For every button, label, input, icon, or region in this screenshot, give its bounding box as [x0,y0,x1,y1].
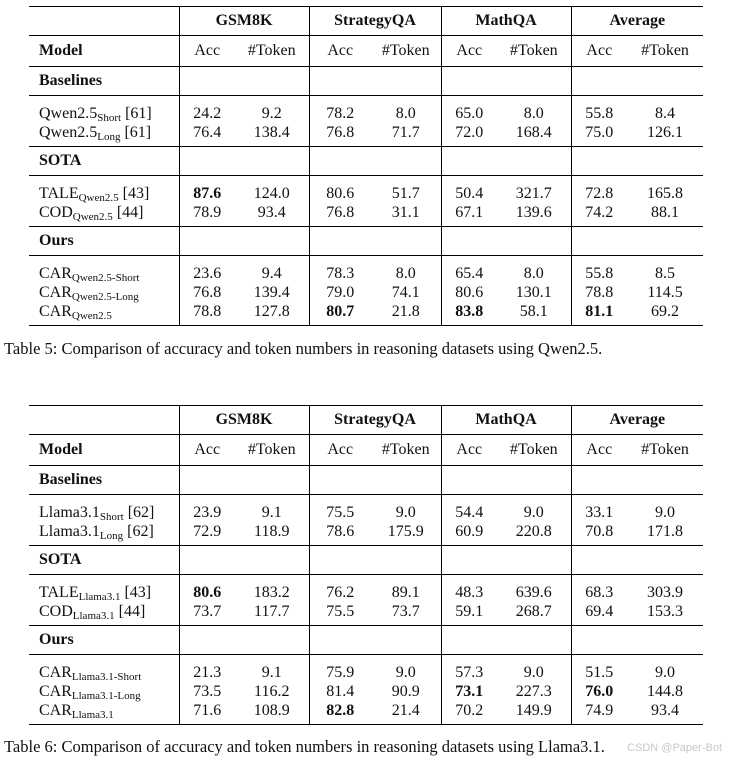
table-5-caption: Table 5: Comparison of accuracy and token numbers in reasoning datasets using Qwen2.5. [4,339,603,358]
value-cell: 72.8 [571,176,627,204]
value-cell: 75.5 [309,495,371,523]
section-spacer [627,227,703,256]
value-cell: 78.9 [179,203,235,227]
value-cell: 90.9 [391,682,420,700]
model-name-cell [29,176,179,204]
value-cell: 21.3 [179,655,235,683]
model-name-cell [29,682,179,701]
value-cell: 24.2 [179,96,235,124]
section-spacer [627,147,703,176]
section-spacer [235,147,309,176]
value-cell: 9.0 [371,655,441,683]
value-cell: 73.7 [179,602,235,626]
value-cell: 48.3 [441,575,497,603]
section-spacer [371,546,441,575]
model-ref: [61] [121,104,152,122]
section-spacer [235,227,309,256]
section-spacer [627,466,703,495]
section-spacer [497,546,571,575]
value-cell: 21.4 [371,701,441,725]
value-cell: 79.0 [309,283,371,302]
section-row-sota [29,546,703,575]
section-spacer [571,466,627,495]
value-cell: 68.3 [571,575,627,603]
section-spacer [179,67,235,96]
value-cell: 127.8 [235,302,309,326]
value-cell: 9.0 [627,655,703,683]
section-spacer [309,546,371,575]
value-cell: 72.0 [441,123,497,147]
model-ref: [43] [120,583,152,601]
value-cell: 89.1 [371,575,441,603]
value-cell: 78.2 [309,96,371,124]
value-cell: 76.4 [179,123,235,147]
value-cell: 51.5 [571,655,627,683]
model-name: CAR [39,302,72,320]
value-cell: 80.7 [309,302,371,326]
value-cell: 76.8 [309,123,371,147]
model-header: Model [29,36,179,67]
value-cell: 87.6 [179,176,235,204]
group-header-gsm8k: GSM8K [179,406,309,435]
value-cell: 124.0 [235,176,309,204]
acc-header: Acc [309,36,371,67]
value-cell: 9.2 [235,96,309,124]
model-name-cell [29,283,179,302]
token-header: #Token [371,36,441,67]
value-cell: 9.0 [371,495,441,523]
header-blank [29,406,179,435]
token-header: #Token [235,435,309,466]
value-cell: 9.0 [497,495,571,523]
section-row-baselines [29,466,703,495]
value-cell: 227.3 [515,682,552,700]
subheader-row [29,36,703,67]
value-cell: 303.9 [627,575,703,603]
value-cell: 149.9 [497,701,571,725]
section-spacer [179,147,235,176]
model-name: Qwen2.5 [39,104,98,122]
section-spacer [441,626,497,655]
value-cell: 82.8 [309,701,371,725]
value-cell: 74.9 [571,701,627,725]
token-header: #Token [627,36,703,67]
model-ref: [44] [112,203,144,221]
value-cell: 21.8 [371,302,441,326]
acc-header: Acc [441,36,497,67]
value-cell: 153.3 [647,602,684,620]
model-name: TALE [39,583,79,601]
group-header-average: Average [571,406,703,435]
group-header-row [29,7,703,36]
table-row [29,701,703,725]
value-cell: 165.8 [627,176,703,204]
section-row-sota [29,147,703,176]
section-title: Ours [29,626,179,655]
model-name: TALE [39,184,79,202]
model-subscript: Llama3.1-Short [71,670,142,683]
model-name-cell [29,575,179,603]
acc-header: Acc [179,435,235,466]
table-row [29,655,703,683]
model-name: Llama3.1 [39,503,100,521]
section-spacer [627,626,703,655]
value-cell: 114.5 [647,283,683,301]
model-subscript: Qwen2.5-Long [71,290,139,303]
model-name: CAR [39,682,72,700]
model-name-cell [29,701,179,725]
value-cell: 78.6 [309,522,371,546]
model-name: CAR [39,264,72,282]
section-spacer [441,546,497,575]
table-row [29,575,703,603]
model-name-cell [29,655,179,683]
value-cell: 70.2 [441,701,497,725]
value-cell: 8.5 [627,256,703,284]
section-spacer [179,626,235,655]
value-cell: 71.6 [179,701,235,725]
value-cell: 139.6 [515,203,552,221]
model-ref: [62] [123,522,154,540]
value-cell: 51.7 [371,176,441,204]
value-cell: 50.4 [441,176,497,204]
value-cell: 76.2 [309,575,371,603]
value-cell: 33.1 [571,495,627,523]
section-spacer [571,227,627,256]
subheader-row [29,435,703,466]
value-cell: 76.8 [309,203,371,227]
section-title: Baselines [29,466,179,495]
value-cell: 55.8 [571,256,627,284]
value-cell: 81.1 [571,302,627,326]
model-name: CAR [39,283,72,301]
acc-header: Acc [441,435,497,466]
model-subscript: Llama3.1 [72,609,115,622]
model-name: Qwen2.5 [39,123,98,141]
section-spacer [179,466,235,495]
table-row [29,123,703,147]
model-subscript: Short [97,111,122,124]
acc-header: Acc [571,435,627,466]
section-spacer [441,147,497,176]
value-cell: 8.0 [371,96,441,124]
model-name-cell [29,495,179,523]
section-spacer [309,466,371,495]
section-spacer [371,147,441,176]
model-subscript: Llama3.1-Long [71,689,141,702]
model-name-cell [29,123,179,147]
token-header: #Token [627,435,703,466]
section-spacer [497,147,571,176]
value-cell: 81.4 [309,682,371,701]
value-cell: 72.9 [179,522,235,546]
value-cell: 9.0 [627,495,703,523]
value-cell: 23.9 [179,495,235,523]
table-6-caption: Table 6: Comparison of accuracy and token numbers in reasoning datasets using Llama3.1. [4,737,605,756]
value-cell: 74.1 [391,283,420,301]
model-subscript: Long [99,529,124,542]
section-spacer [571,546,627,575]
value-cell: 73.1 [441,682,497,701]
value-cell: 8.0 [497,256,571,284]
section-spacer [627,67,703,96]
section-spacer [309,626,371,655]
section-spacer [235,626,309,655]
model-name-cell [29,256,179,284]
value-cell: 9.1 [235,495,309,523]
group-header-gsm8k: GSM8K [179,7,309,36]
value-cell: 74.2 [571,203,627,227]
value-cell: 168.4 [515,123,552,141]
value-cell: 116.2 [254,682,290,700]
acc-header: Acc [179,36,235,67]
section-title: SOTA [29,147,179,176]
group-header-strategyqa: StrategyQA [309,7,441,36]
value-cell: 23.6 [179,256,235,284]
table-row [29,256,703,284]
section-spacer [235,546,309,575]
value-cell: 78.8 [179,302,235,326]
section-spacer [371,466,441,495]
section-spacer [179,227,235,256]
value-cell: 8.0 [371,256,441,284]
value-cell: 69.2 [627,302,703,326]
token-header: #Token [497,435,571,466]
value-cell: 57.3 [441,655,497,683]
table-row [29,283,703,302]
section-row-baselines [29,67,703,96]
value-cell: 71.7 [391,123,420,141]
value-cell: 268.7 [515,602,552,620]
value-cell: 65.0 [441,96,497,124]
value-cell: 108.9 [235,701,309,725]
value-cell: 65.4 [441,256,497,284]
section-row-ours [29,626,703,655]
section-spacer [571,67,627,96]
model-name: COD [39,203,73,221]
model-ref: [62] [123,503,155,521]
model-subscript: Short [99,510,124,523]
value-cell: 80.6 [441,283,497,302]
value-cell: 83.8 [441,302,497,326]
token-header: #Token [235,36,309,67]
group-header-average: Average [571,7,703,36]
section-spacer [179,546,235,575]
model-ref: [43] [118,184,150,202]
section-spacer [441,67,497,96]
value-cell: 8.4 [627,96,703,124]
section-title: Ours [29,227,179,256]
section-spacer [309,227,371,256]
value-cell: 31.1 [391,203,420,221]
section-title: Baselines [29,67,179,96]
section-spacer [497,466,571,495]
value-cell: 93.4 [627,701,703,725]
value-cell: 130.1 [515,283,552,301]
value-cell: 117.7 [254,602,290,620]
model-name-cell [29,203,179,227]
group-header-mathqa: MathQA [441,406,571,435]
section-title: SOTA [29,546,179,575]
value-cell: 78.8 [571,283,627,302]
value-cell: 54.4 [441,495,497,523]
value-cell: 175.9 [387,522,424,540]
table-row [29,522,703,546]
section-spacer [371,67,441,96]
section-spacer [441,227,497,256]
model-subscript: Long [97,130,121,143]
watermark: CSDN @Paper-Bot [627,742,722,754]
table-5-grid [29,6,703,326]
table-row [29,682,703,701]
table-5 [29,6,703,326]
section-spacer [371,626,441,655]
value-cell: 139.4 [253,283,290,301]
value-cell: 55.8 [571,96,627,124]
table-6 [29,405,703,725]
section-spacer [571,147,627,176]
value-cell: 76.8 [179,283,235,302]
header-blank [29,7,179,36]
value-cell: 138.4 [253,123,290,141]
model-header: Model [29,435,179,466]
value-cell: 76.0 [571,682,627,701]
value-cell: 639.6 [497,575,571,603]
model-subscript: Qwen2.5-Short [71,271,140,284]
table-row [29,203,703,227]
model-name-cell [29,522,179,546]
model-name-cell [29,96,179,124]
section-spacer [235,466,309,495]
model-subscript: Llama3.1 [71,708,114,721]
value-cell: 75.0 [571,123,627,147]
value-cell: 73.7 [391,602,420,620]
acc-header: Acc [309,435,371,466]
value-cell: 171.8 [647,522,684,540]
section-spacer [497,67,571,96]
section-spacer [371,227,441,256]
model-name: COD [39,602,73,620]
table-row [29,96,703,124]
model-name: Llama3.1 [39,522,100,540]
value-cell: 69.4 [571,602,627,626]
model-name-cell [29,302,179,326]
section-row-ours [29,227,703,256]
section-spacer [309,67,371,96]
value-cell: 73.5 [179,682,235,701]
value-cell: 220.8 [515,522,552,540]
section-spacer [571,626,627,655]
value-cell: 88.1 [651,203,680,221]
model-subscript: Qwen2.5 [78,191,119,204]
value-cell: 126.1 [647,123,684,141]
table-row [29,495,703,523]
value-cell: 321.7 [497,176,571,204]
acc-header: Acc [571,36,627,67]
value-cell: 75.9 [309,655,371,683]
value-cell: 58.1 [497,302,571,326]
table-6-grid [29,405,703,725]
section-spacer [497,227,571,256]
value-cell: 75.5 [309,602,371,626]
value-cell: 60.9 [441,522,497,546]
value-cell: 144.8 [647,682,684,700]
value-cell: 9.1 [235,655,309,683]
model-ref: [44] [114,602,146,620]
value-cell: 183.2 [235,575,309,603]
value-cell: 80.6 [309,176,371,204]
section-spacer [627,546,703,575]
model-subscript: Qwen2.5 [72,210,113,223]
token-header: #Token [497,36,571,67]
group-header-row [29,406,703,435]
section-spacer [309,147,371,176]
value-cell: 9.0 [497,655,571,683]
value-cell: 118.9 [254,522,290,540]
value-cell: 59.1 [441,602,497,626]
section-spacer [235,67,309,96]
value-cell: 70.8 [571,522,627,546]
section-spacer [497,626,571,655]
token-header: #Token [371,435,441,466]
value-cell: 8.0 [497,96,571,124]
value-cell: 80.6 [179,575,235,603]
value-cell: 9.4 [235,256,309,284]
model-name: CAR [39,701,72,719]
model-subscript: Llama3.1 [78,590,121,603]
model-name-cell [29,602,179,626]
group-header-mathqa: MathQA [441,7,571,36]
table-row [29,176,703,204]
model-ref: [61] [120,123,152,141]
model-subscript: Qwen2.5 [71,309,112,322]
table-row [29,302,703,326]
group-header-strategyqa: StrategyQA [309,406,441,435]
table-row [29,602,703,626]
value-cell: 78.3 [309,256,371,284]
value-cell: 67.1 [441,203,497,227]
section-spacer [441,466,497,495]
value-cell: 93.4 [257,203,286,221]
model-name: CAR [39,663,72,681]
